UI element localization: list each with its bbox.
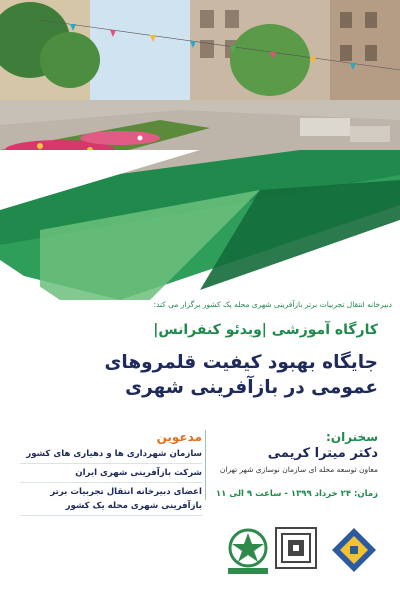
guest-item: سازمان شهرداری ها و دهیاری های کشور	[20, 447, 202, 464]
organizer-ribbon: دبیرخانه انتقال تجربیات برتر بازآفرینی شهری محله یک کشور برگزار می کند:	[153, 300, 392, 309]
event-datetime: زمان: ۲۴ خرداد ۱۳۹۹ - ساعت ۹ الی ۱۱	[215, 489, 378, 499]
renovation-company-logo	[268, 524, 324, 574]
guests-section	[20, 430, 202, 518]
workshop-subtitle: کارگاه آموزشی |ویدئو کنفرانس|	[153, 322, 378, 338]
divider	[205, 430, 206, 500]
speaker-heading: سخنران:	[326, 430, 378, 444]
speaker-name: دکتر میترا کریمی	[267, 446, 378, 461]
guest-item: شرکت بازآفرینی شهری ایران	[20, 466, 202, 483]
green-geometric-band	[0, 150, 400, 300]
national-organization-logo	[326, 524, 382, 574]
guests-heading: مدعوین	[156, 430, 202, 444]
tehran-renovation-logo	[220, 524, 276, 574]
footer-logos	[0, 508, 400, 600]
guest-item: اعضای دبیرخانه انتقال تجربیات برتر بازآفرینی شهری محله یک کشور	[20, 485, 202, 516]
speaker-role: معاون توسعه محله ای سازمان نوسازی شهر تهران	[219, 465, 378, 474]
page-title: جایگاه بهبود کیفیت قلمروهای عمومی در بازآفرینی شهری	[104, 352, 378, 398]
